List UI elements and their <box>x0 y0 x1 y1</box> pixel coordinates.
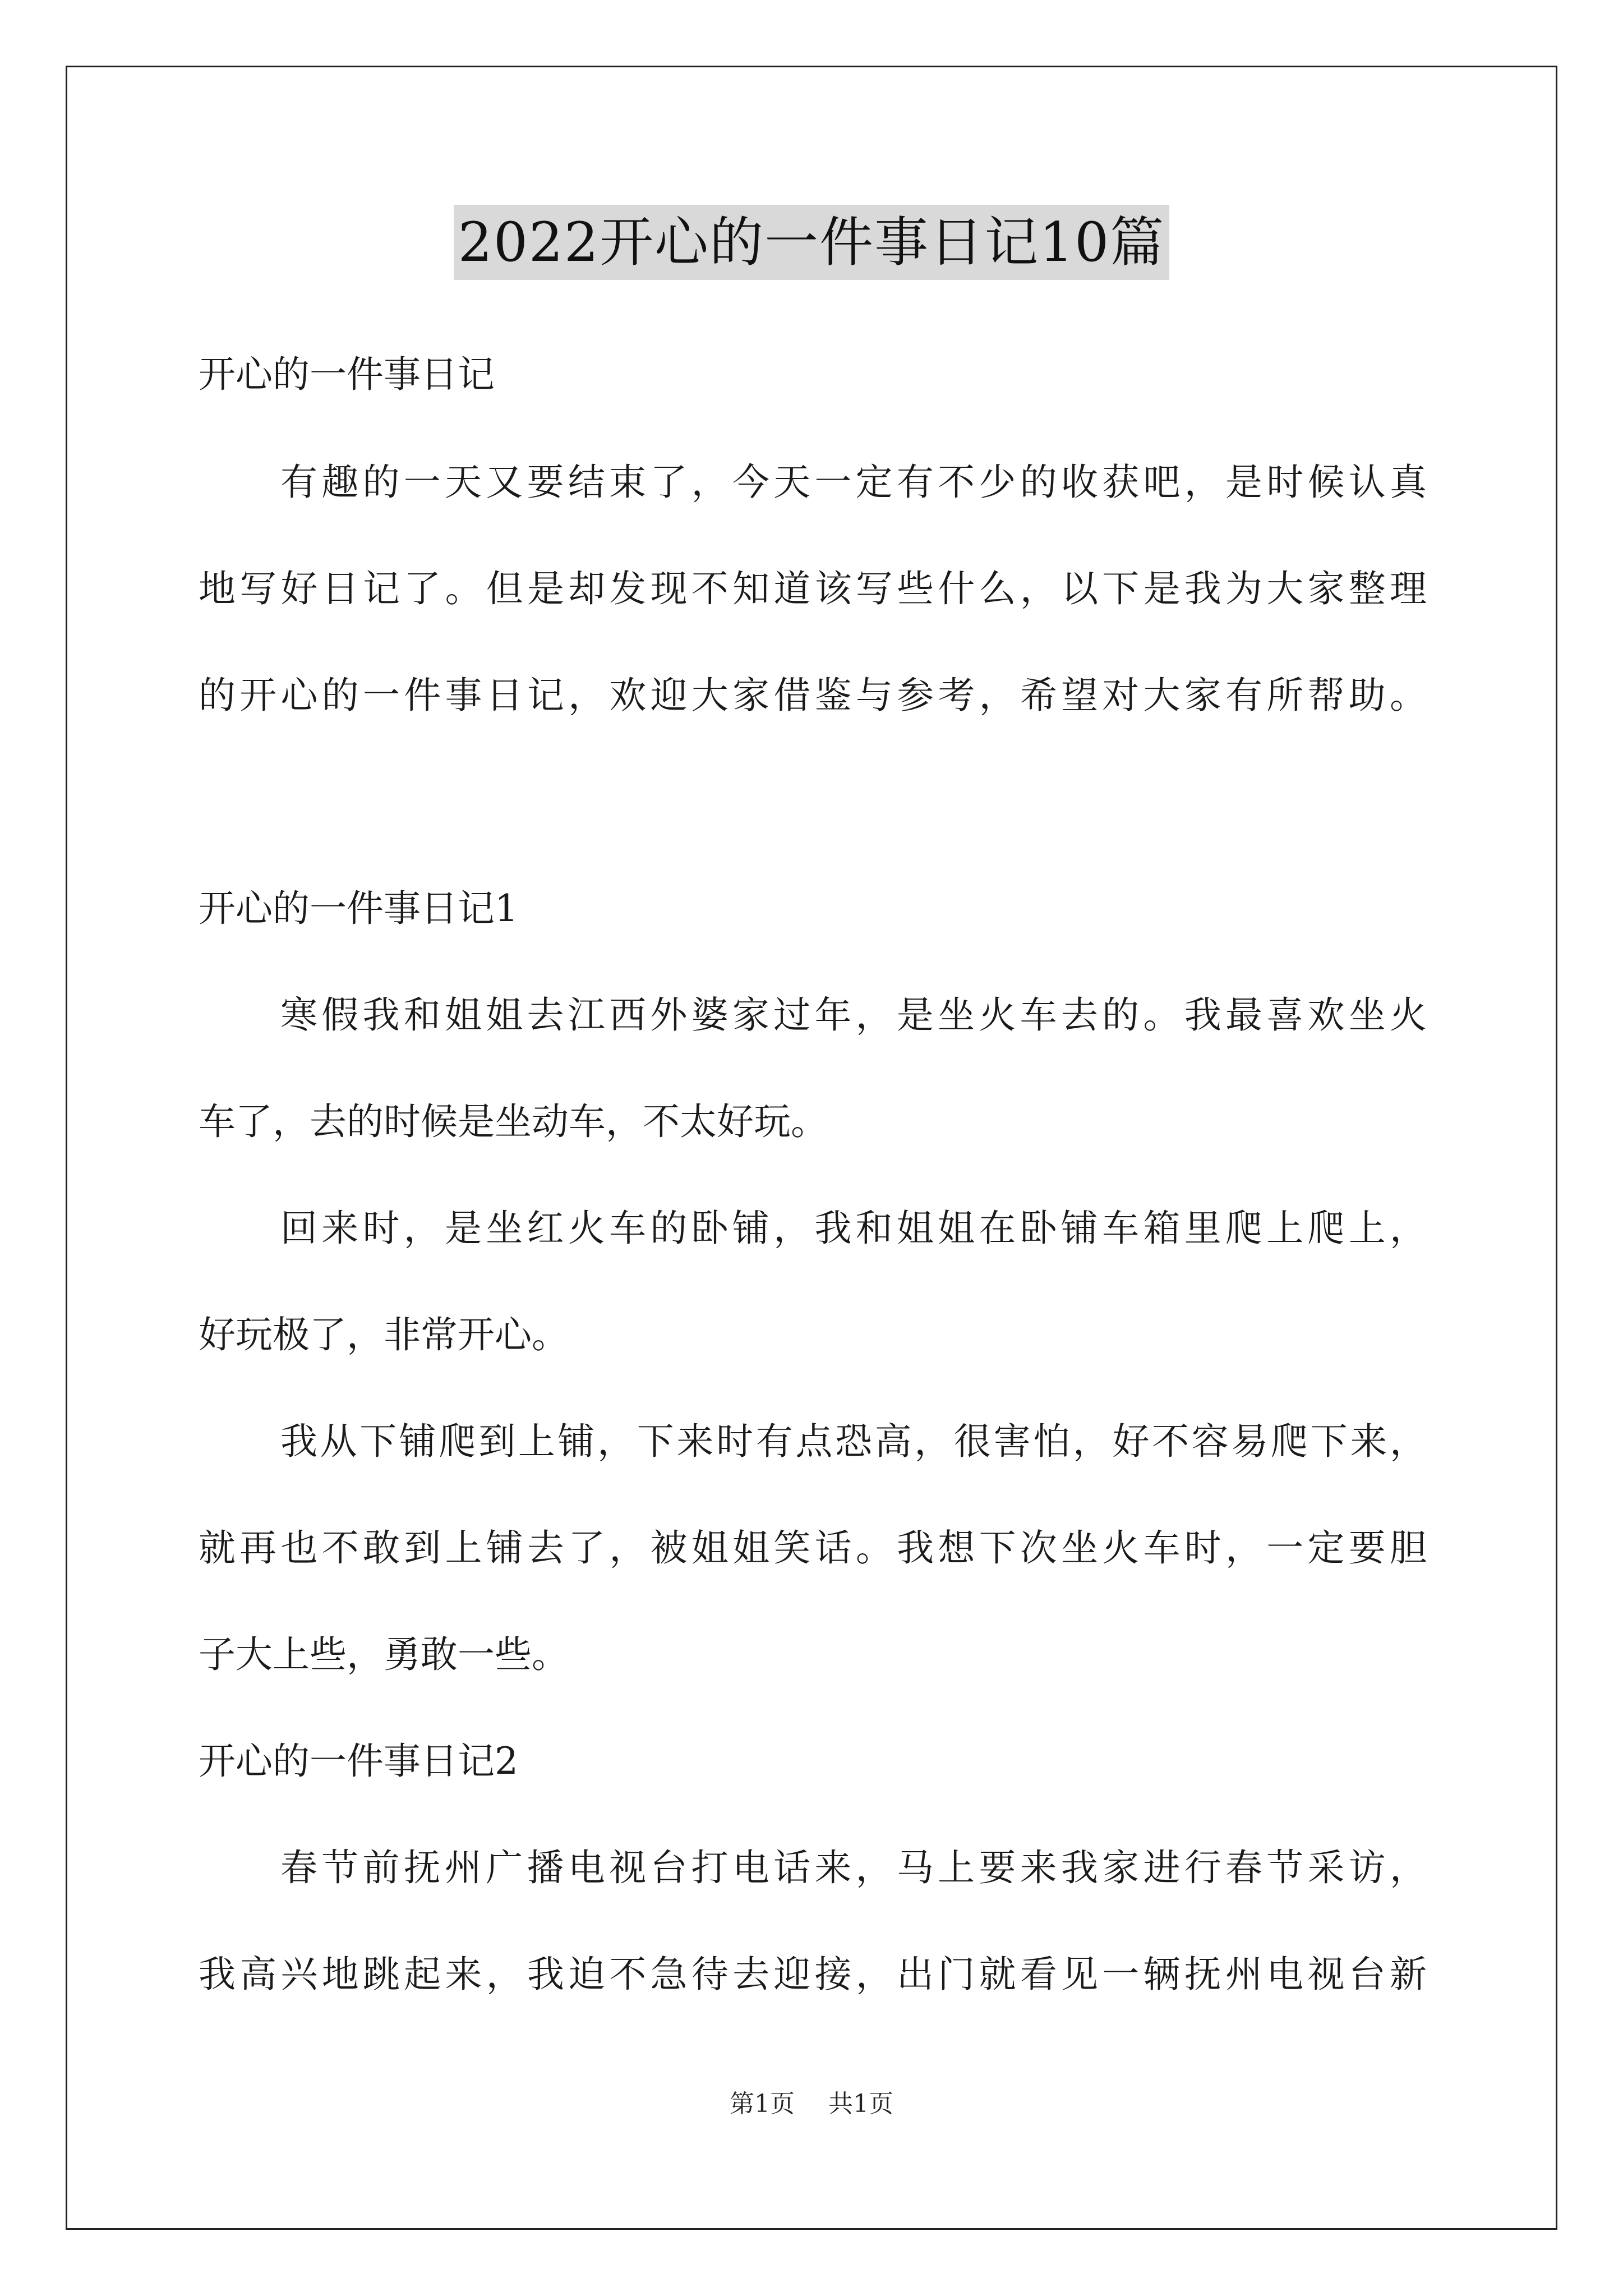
paragraph-line: 我从下铺爬到上铺，下来时有点恐高，很害怕，好不容易爬下来， <box>280 1420 1427 1463</box>
paragraph-line: 好玩极了，非常开心。 <box>199 1313 569 1356</box>
page-footer <box>0 2088 1623 2120</box>
paragraph-line: 车了，去的时候是坐动车，不太好玩。 <box>199 1100 828 1143</box>
page-number: 第1页 <box>730 2090 795 2118</box>
paragraph-line: 寒假我和姐姐去江西外婆家过年，是坐火车去的。我最喜欢坐火 <box>280 993 1427 1037</box>
page-total: 共1页 <box>828 2090 893 2118</box>
paragraph-line: 春节前抚州广播电视台打电话来，马上要来我家进行春节采访， <box>280 1846 1427 1889</box>
paragraph-line: 子大上些，勇敢一些。 <box>199 1633 569 1676</box>
paragraph-line: 有趣的一天又要结束了，今天一定有不少的收获吧，是时候认真 <box>280 461 1427 504</box>
section-heading: 开心的一件事日记1 <box>199 887 518 930</box>
section-heading: 开心的一件事日记2 <box>199 1740 518 1783</box>
paragraph-line: 的开心的一件事日记，欢迎大家借鉴与参考，希望对大家有所帮助。 <box>199 674 1427 717</box>
paragraph-line: 就再也不敢到上铺去了，被姐姐笑话。我想下次坐火车时，一定要胆 <box>199 1526 1427 1570</box>
paragraph-line: 我高兴地跳起来，我迫不急待去迎接，出门就看见一辆抚州电视台新 <box>199 1953 1427 1996</box>
section-heading: 开心的一件事日记 <box>199 353 495 396</box>
paragraph-line: 地写好日记了。但是却发现不知道该写些什么，以下是我为大家整理 <box>199 567 1427 610</box>
paragraph-line: 回来时，是坐红火车的卧铺，我和姐姐在卧铺车箱里爬上爬上， <box>280 1207 1427 1250</box>
title-container <box>0 205 1623 280</box>
document-title: 2022开心的一件事日记10篇 <box>454 205 1169 280</box>
